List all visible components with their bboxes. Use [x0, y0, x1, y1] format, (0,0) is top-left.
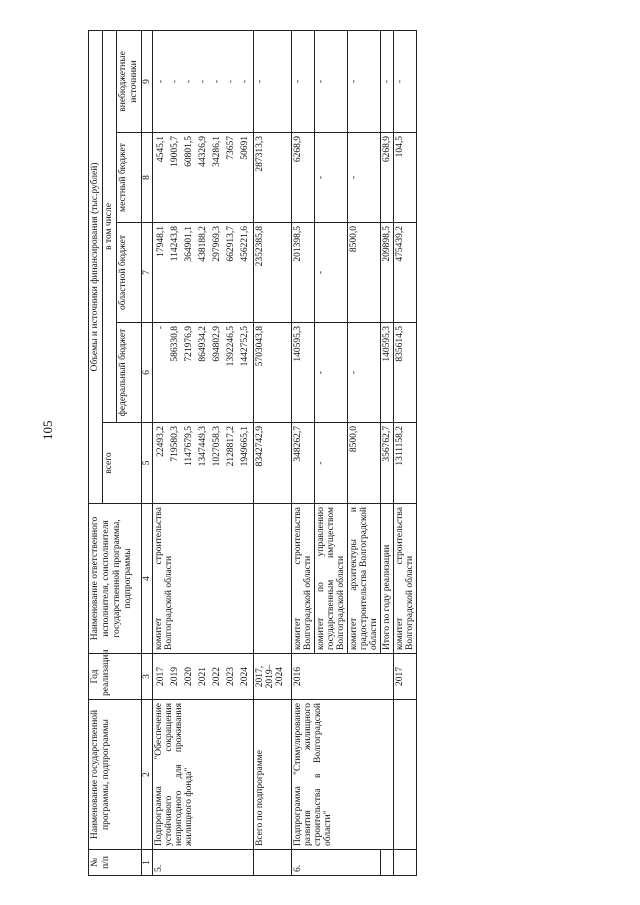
- local-values: 4545,1 19005,7 60801,5 44326,9 34286,1 73657 50691: [152, 133, 253, 223]
- col-index: 7: [141, 223, 152, 323]
- header-extra: внебюджетные источники: [116, 30, 141, 132]
- year: 2016: [291, 654, 393, 700]
- header-local: местный бюджет: [116, 133, 141, 223]
- total-value: 1311158,2: [393, 423, 416, 504]
- regional-values: 17948,1 114243,8 364901,1 438188,2 297969,3 662913,7 456221,6: [152, 223, 253, 323]
- page-number: 105: [40, 420, 55, 440]
- federal-value: 835614,5: [393, 323, 416, 423]
- local-value: -: [347, 133, 380, 223]
- local-value: 104,5: [393, 133, 416, 223]
- total-values: 22493,2 719580,3 1147679,5 1347449,3 1027058,3 2128817,2 1949665,1: [152, 423, 253, 504]
- header-executor: Наименование ответственного исполнителя, соисполнителя государственной программы, подпрограммы: [89, 504, 142, 654]
- header-year: Год реализации: [89, 654, 142, 700]
- federal-value: 140595,3: [291, 323, 314, 423]
- header-total: всего: [102, 423, 141, 504]
- executor-name: комитет по управлению государственным имуществом Волгоградской области: [314, 504, 347, 654]
- total-value: 356762,7: [380, 423, 393, 504]
- executor-name: [253, 504, 291, 654]
- rotated-page: [88, 31, 543, 876]
- col-index: 4: [141, 504, 152, 654]
- regional-value: 201398,5: [291, 223, 314, 323]
- federal-value: -: [314, 323, 347, 423]
- federal-value: 5703043,8: [253, 323, 291, 423]
- subprogram-name: [393, 700, 416, 850]
- col-index: 2: [141, 700, 152, 850]
- column-index-row: [141, 30, 152, 875]
- executor-name: комитет архитектуры и градостроительства Волгоградской области: [347, 504, 380, 654]
- subprogram-name: Подпрограмма "Стимулирование развития жилищного строительства в Волгоградской области": [291, 700, 393, 850]
- total-value: -: [314, 423, 347, 504]
- local-value: 287313,3: [253, 133, 291, 223]
- extra-value: -: [314, 30, 347, 132]
- header-program-name: Наименование государственной программы, подпрограммы: [89, 700, 142, 850]
- executor-name: комитет строительства Волгоградской области: [291, 504, 314, 654]
- extra-value: -: [347, 30, 380, 132]
- row-number: [380, 850, 393, 876]
- executor-name: комитет строительства Волгоградской области: [152, 504, 253, 654]
- extra-value: -: [393, 30, 416, 132]
- extra-values: - - - - - - -: [152, 30, 253, 132]
- col-index: 5: [141, 423, 152, 504]
- header-including: в том числе: [102, 30, 116, 422]
- local-value: 6268,9: [380, 133, 393, 223]
- col-index: 3: [141, 654, 152, 700]
- federal-value: 140595,3: [380, 323, 393, 423]
- local-value: -: [314, 133, 347, 223]
- col-index: 8: [141, 133, 152, 223]
- header-regional: областной бюджет: [116, 223, 141, 323]
- header-num: № п/п: [89, 850, 142, 876]
- financing-table: [88, 30, 417, 876]
- table-row-subprogram-5-total: [253, 30, 291, 875]
- extra-value: -: [380, 30, 393, 132]
- row-number: 5.: [152, 850, 253, 876]
- year-range: 2017, 2019–2024: [253, 654, 291, 700]
- col-index: 1: [141, 850, 152, 876]
- total-value: 348262,7: [291, 423, 314, 504]
- year-list: 2017 2019 2020 2021 2022 2023 2024: [152, 654, 253, 700]
- table-row-2017: [393, 30, 416, 875]
- total-label: Всего по подпрограмме: [253, 700, 291, 850]
- header-funding-title: Объемы и источники финансирования (тыс.рублей): [89, 30, 103, 503]
- federal-values: - 586330,8 721976,9 864934,2 694802,9 1392246,5 1442752,5: [152, 323, 253, 423]
- total-value: 8500,0: [347, 423, 380, 504]
- local-value: 6268,9: [291, 133, 314, 223]
- extra-value: -: [291, 30, 314, 132]
- row-number: 6.: [291, 850, 380, 876]
- row-number: [253, 850, 291, 876]
- federal-value: -: [347, 323, 380, 423]
- regional-value: 209898,5: [380, 223, 393, 323]
- regional-value: 2352385,8: [253, 223, 291, 323]
- table-row-subprogram-5: [152, 30, 253, 875]
- subprogram-name: Подпрограмма "Обеспечение устойчивого сокращения непригодного для проживания жилищного фонда": [152, 700, 253, 850]
- extra-value: -: [253, 30, 291, 132]
- total-value: 8342742,9: [253, 423, 291, 504]
- regional-value: 475439,2: [393, 223, 416, 323]
- header-federal: федеральный бюджет: [116, 323, 141, 423]
- col-index: 6: [141, 323, 152, 423]
- executor-name: комитет строительства Волгоградской области: [393, 504, 416, 654]
- regional-value: 8500,0: [347, 223, 380, 323]
- year: 2017: [393, 654, 416, 700]
- table-row-subprogram-6: [291, 30, 314, 875]
- total-label: Итого по году реализации: [380, 504, 393, 654]
- regional-value: -: [314, 223, 347, 323]
- row-number: [393, 850, 416, 876]
- col-index: 9: [141, 30, 152, 132]
